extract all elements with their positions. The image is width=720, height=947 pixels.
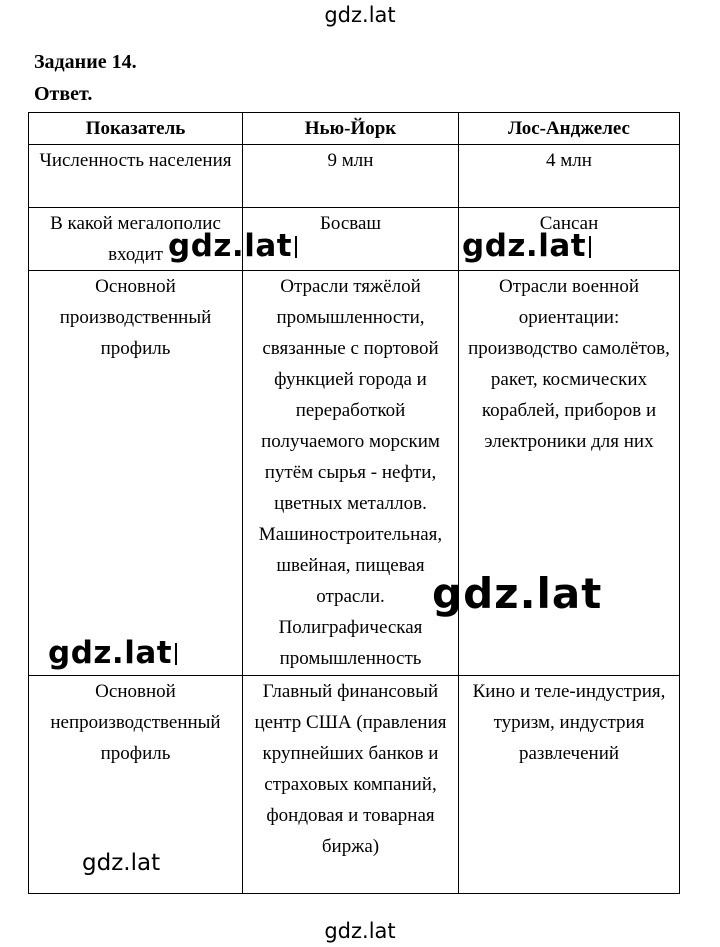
watermark-logo: gdz.lat [462,231,591,262]
los-angeles-cell: Кино и теле-индустрия, туризм, индустрия развлечений [459,676,680,894]
watermark-logo: gdz.lat [48,638,177,669]
new-york-cell: 9 млн [243,145,459,208]
watermark-logo: gdz.lat [82,850,161,876]
new-york-cell: Главный финансовый центр США (правления крупнейших банков и страховых компаний, фондовая и товарная биржа) [243,676,459,894]
new-york-cell: Отрасли тяжёлой промышленности, связанные с портовой функцией города и переработкой получаемого морским путём сырья - нефти, цветных металлов. Машиностроительная, швейная, пищевая отрасли. Полиграфическая промышленность [243,271,459,676]
indicator-cell: В какой мегалополис входит [29,208,243,271]
watermark-bottom: gdz.lat [324,919,396,943]
watermark-top: gdz.lat [324,3,396,27]
header-indicator: Показатель [29,113,243,145]
header-new-york: Нью-Йорк [243,113,459,145]
indicator-cell: Основной непроизводственный профиль [29,676,243,894]
los-angeles-cell: 4 млн [459,145,680,208]
indicator-cell: Численность населения [29,145,243,208]
new-york-cell: Босваш [243,208,459,271]
task-title: Задание 14. [34,51,137,73]
los-angeles-cell: Сансан [459,208,680,271]
header-los-angeles: Лос-Анджелес [459,113,680,145]
answer-label: Ответ. [34,83,93,105]
table-row [29,145,680,208]
watermark-logo: gdz.lat [168,231,297,262]
los-angeles-cell: Отрасли военной ориентации: производство самолётов, ракет, космических кораблей, приборов и электроники для них [459,271,680,676]
table-header-row [29,113,680,145]
watermark-logo: gdz.lat [432,569,603,618]
indicator-cell: Основной производственный профиль [29,271,243,676]
